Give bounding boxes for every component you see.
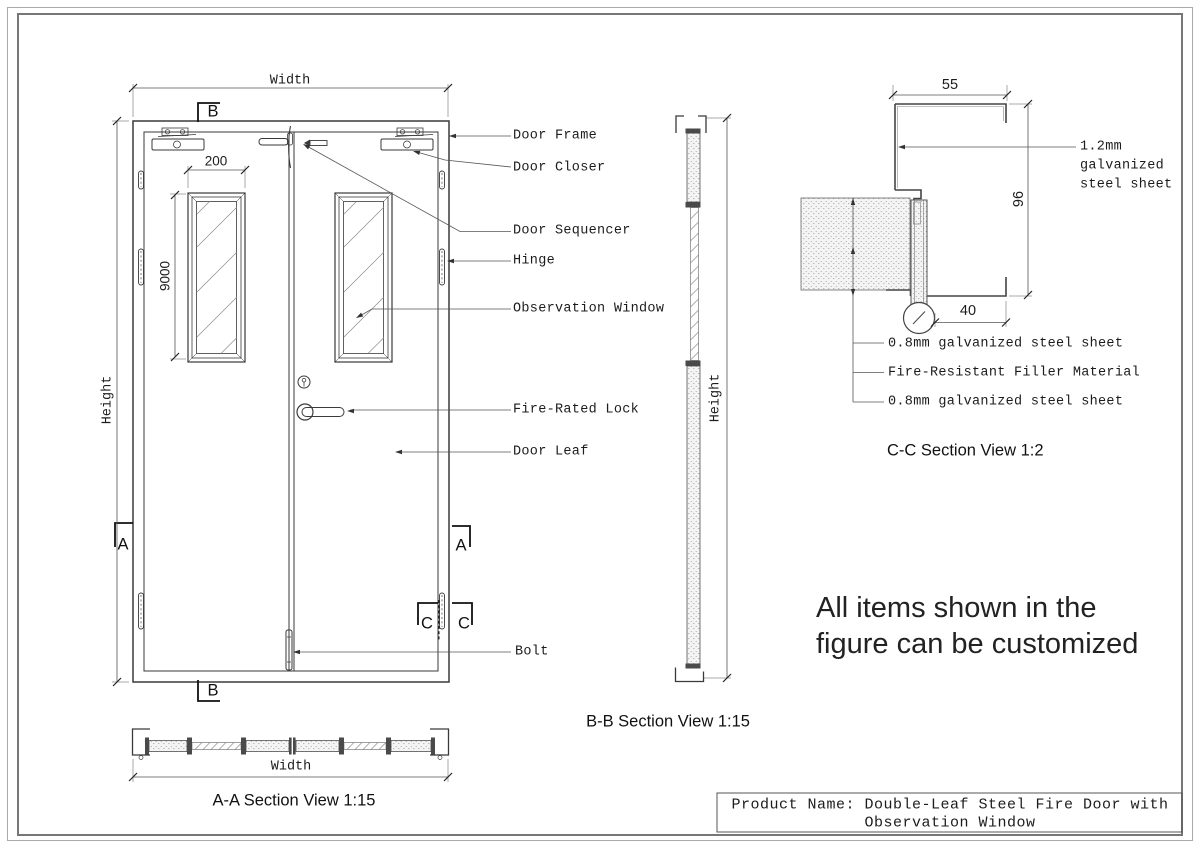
front-view-dimensions xyxy=(112,84,452,686)
front-height-dim-label: Height xyxy=(100,375,116,425)
aa-section-title: A-A Section View 1:15 xyxy=(212,791,376,810)
bb-section-title: B-B Section View 1:15 xyxy=(586,712,750,731)
cc-section-title: C-C Section View 1:2 xyxy=(887,441,1044,460)
label-door-closer: Door Closer xyxy=(513,160,606,176)
cc-dim-96: 96 xyxy=(1011,190,1027,208)
label-hinge: Hinge xyxy=(513,253,556,269)
front-view-drawing xyxy=(133,121,449,682)
marker-c-right: C xyxy=(458,614,470,633)
label-fire-rated-lock: Fire-Rated Lock xyxy=(513,402,640,418)
aa-section-drawing xyxy=(133,729,449,760)
window-height-dim: 9000 xyxy=(157,260,173,292)
marker-b-bottom: B xyxy=(207,681,219,700)
label-outer-sheet: 0.8mm galvanized steel sheet xyxy=(888,336,1124,352)
aa-width-dim-label: Width xyxy=(270,759,312,775)
marker-a-right: A xyxy=(455,536,467,555)
label-door-sequencer: Door Sequencer xyxy=(513,223,631,239)
customization-note-line1: All items shown in the xyxy=(816,592,1097,624)
bb-height-dim-label: Height xyxy=(708,373,724,423)
product-name-line1: Product Name: Double-Leaf Steel Fire Door with xyxy=(731,796,1169,814)
cc-dim-40: 40 xyxy=(959,303,977,319)
label-door-leaf: Door Leaf xyxy=(513,444,589,460)
cc-dim-55: 55 xyxy=(941,77,959,93)
label-frame-sheet-line2: galvanized xyxy=(1080,158,1165,174)
front-width-dim-label: Width xyxy=(269,73,311,89)
marker-b-top: B xyxy=(207,102,219,121)
label-frame-sheet-line1: 1.2mm xyxy=(1080,139,1123,155)
front-view-leaders xyxy=(293,134,511,654)
marker-a-left: A xyxy=(117,535,129,554)
label-door-frame: Door Frame xyxy=(513,128,598,144)
label-frame-sheet-line3: steel sheet xyxy=(1080,177,1173,193)
label-inner-sheet: 0.8mm galvanized steel sheet xyxy=(888,394,1124,410)
label-filler: Fire-Resistant Filler Material xyxy=(888,365,1141,381)
cc-section-drawing xyxy=(801,104,1076,402)
window-width-dim: 200 xyxy=(204,153,228,169)
label-bolt: Bolt xyxy=(515,644,549,660)
marker-c-left: C xyxy=(421,614,433,633)
label-observation-window: Observation Window xyxy=(513,301,665,317)
customization-note-line2: figure can be customized xyxy=(816,628,1139,660)
product-name-line2: Observation Window xyxy=(864,814,1036,832)
bb-section-drawing xyxy=(676,116,707,682)
